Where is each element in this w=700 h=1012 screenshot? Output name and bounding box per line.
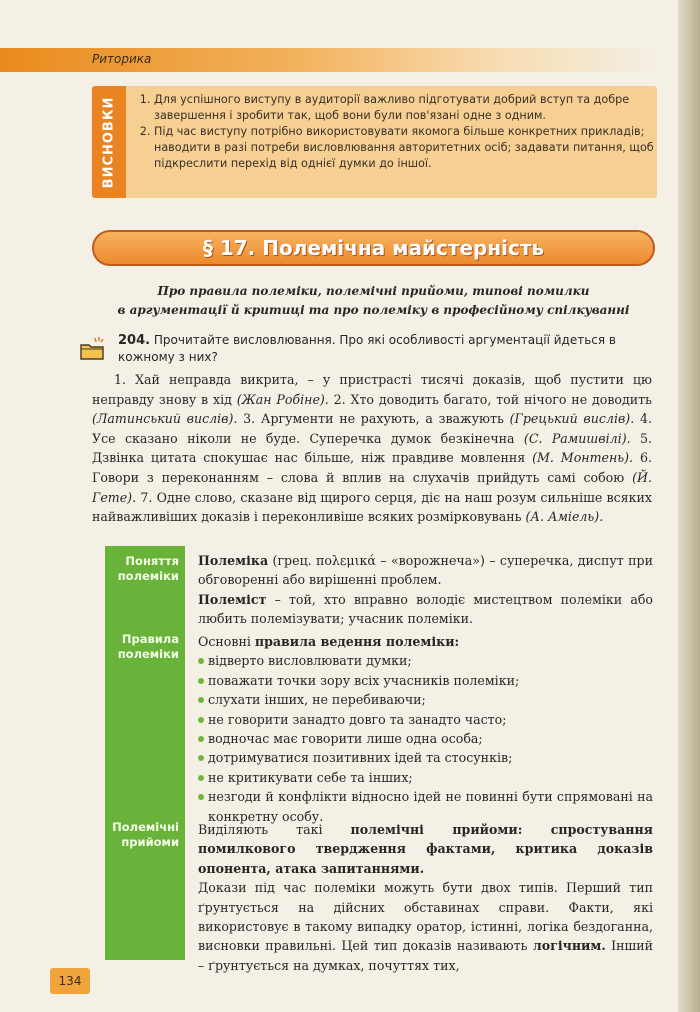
rule-item: дотримуватися позитивних ідей та стосунків;: [198, 748, 653, 767]
quote-text: Одне слово, сказане від щирого серця, діє на наш розум сильніше всяких найважливіших доказів і переконливіше всяких розмірковувань: [92, 489, 652, 525]
term-label-rules: Правила полеміки: [117, 632, 179, 661]
exercise-text: Прочитайте висловлювання. Про які особливості аргументації йдеться в кожному з них?: [118, 333, 617, 364]
quote-text: Усе сказано ніколи не буде. Суперечка думок безкінечна: [92, 430, 515, 446]
definition-polemist: Полеміст – той, хто вправно володіє мистецтвом полеміки або любить полемізувати; учасник полеміки.: [198, 591, 653, 627]
rule-item: відверто висловлювати думки;: [198, 651, 653, 670]
techniques-body: Докази під час полеміки можуть бути двох типів. Перший тип ґрунтується на дійсних обставинах справи. Факти, які використовує в такому випадку оратор, істинні, логіка бездоганна, висновки правильні. Цей тип доказів називають логічним. Інший – ґрунтується на думках, почуттях тих,: [198, 880, 653, 973]
page-edge: [678, 0, 700, 1012]
exercise-folder-icon: [78, 336, 106, 362]
quote-text: Дзвінка цитата спокушає нас більше, ніж правдиве мовлення: [92, 450, 526, 466]
rules-list: [198, 651, 653, 826]
definition-polemic: Полеміка (грец. πολεμικά – «ворожнеча») – суперечка, диспут при обговоренні або вирішенні проблем.: [198, 553, 653, 588]
exercise-204: [118, 332, 658, 366]
terms-side-column: [105, 546, 185, 960]
quote-number: 5.: [639, 430, 652, 446]
rule-item: слухати інших, не перебиваючи;: [198, 690, 653, 709]
quote-number: 2.: [333, 391, 346, 407]
paragraph-title-bar: [92, 230, 655, 266]
page-number: 134: [50, 968, 90, 994]
quote-number: 6.: [639, 450, 652, 466]
rules-text: [198, 632, 653, 826]
quote-source: (С. Рамишвілі).: [523, 430, 631, 446]
quote-source: (М. Монтень).: [532, 450, 634, 466]
rule-item: не критикувати себе та інших;: [198, 768, 653, 787]
quote-number: 7.: [140, 489, 153, 505]
rule-item: не говорити занадто довго та занадто часто;: [198, 710, 653, 729]
subtitle-line: в аргументації й критиці та про полеміку в професійному спілкуванні: [117, 303, 630, 317]
concept-text: [198, 551, 653, 629]
subtitle-line: Про правила полеміки, полемічні прийоми, типові помилки: [157, 284, 590, 298]
rule-item: поважати точки зору всіх учасників полеміки;: [198, 671, 653, 690]
techniques-text: [198, 820, 653, 975]
header-band: [0, 48, 660, 72]
quote-number: 3.: [243, 411, 256, 427]
exercise-number: 204.: [118, 333, 151, 348]
quote-source: (Жан Робіне).: [236, 391, 329, 407]
techniques-intro: Виділяють такі полемічні прийоми: спростування помилкового твердження фактами, критика доказів опонента, атака запитаннями.: [198, 822, 653, 876]
conclusions-label-tab: [92, 86, 126, 198]
conclusion-item: 2. Під час виступу потрібно використовувати якомога більше конкретних прикладів; наводити в разі потреби висловлювання авторитетних осіб; задавати питання, щоб підкреслити перехід від однієї думки до іншої.: [154, 124, 666, 172]
section-title: Риторика: [92, 52, 152, 66]
quote-source: (Латинський вислів).: [92, 411, 238, 427]
conclusions-list: [136, 92, 666, 172]
paragraph-subtitle: [92, 282, 655, 320]
rules-intro: Основні правила ведення полеміки:: [198, 634, 460, 649]
conclusions-box: [92, 86, 657, 198]
rule-item: незгоди й конфлікти відносно ідей не повинні бути спрямовані на конкретну особу.: [198, 787, 653, 826]
quote-source: (Й. Гете).: [92, 469, 652, 505]
quote-text: Хай неправда викрита, – у пристрасті тисячі доказів, щоб пустити цю неправду знову в хід: [92, 372, 652, 407]
conclusion-item: 1. Для успішного виступу в аудиторії важливо підготувати добрий вступ та добре завершення і зробити так, щоб вони були пов'язані одне з одним.: [154, 92, 666, 124]
term-label-techniques: Полемічні прийоми: [112, 820, 179, 849]
quote-text: Аргументи не рахують, а зважують: [260, 411, 504, 427]
paragraph-title: § 17. Полемічна майстерність: [202, 236, 545, 260]
quote-number: 1.: [114, 372, 127, 387]
rule-item: водночас має говорити лише одна особа;: [198, 729, 653, 748]
quote-number: 4.: [639, 411, 652, 427]
conclusions-label: ВИСНОВКИ: [101, 96, 117, 188]
quotes-paragraph: [92, 370, 652, 527]
quote-source: (Грецький вислів).: [509, 411, 635, 427]
quote-source: (А. Аміель).: [525, 509, 604, 525]
quote-text: Хто доводить багато, той нічого не доводить: [350, 391, 652, 407]
term-label-concept: Поняття полеміки: [117, 554, 179, 583]
quote-text: Говори з переконанням – слова й вплив на слухачів прийдуть самі собою: [92, 469, 625, 485]
